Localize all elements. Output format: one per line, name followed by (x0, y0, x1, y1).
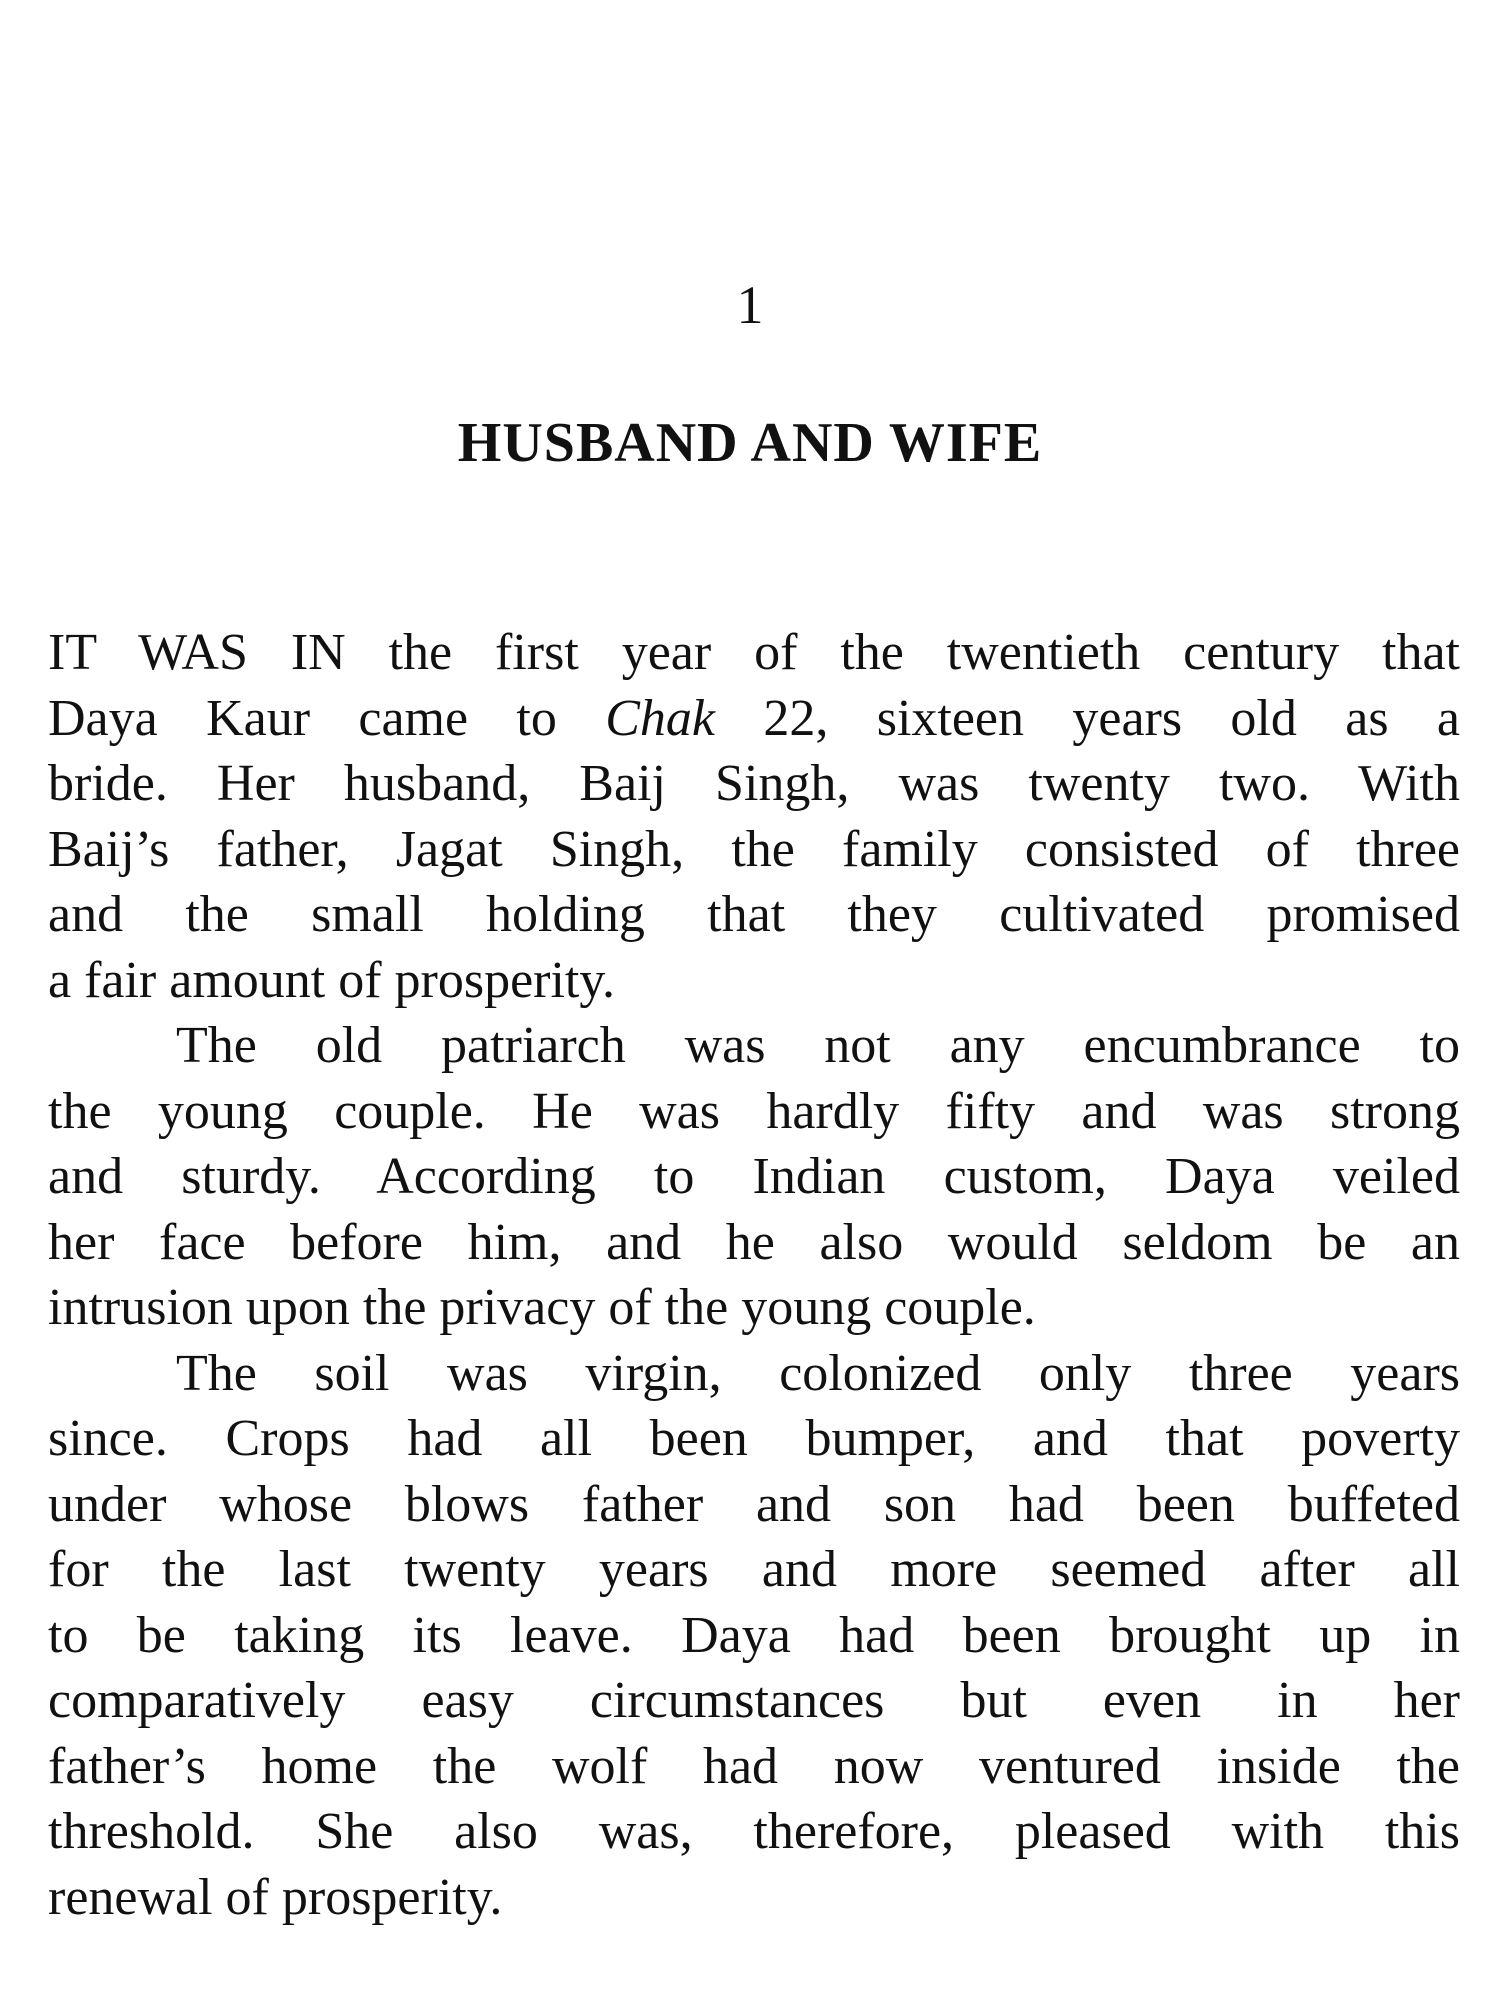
text-line: for the last twenty years and more seemed after all (48, 1541, 1460, 1598)
text-line: intrusion upon the privacy of the young couple. (48, 1279, 1036, 1336)
text-line: Baij’s father, Jagat Singh, the family consisted of three (48, 820, 1460, 878)
text-line: and sturdy. According to Indian custom, Daya veiled (48, 1148, 1460, 1205)
text-line: to be taking its leave. Daya had been brought up in (48, 1606, 1460, 1664)
text-line: the young couple. He was hardly fifty and was strong (48, 1082, 1460, 1140)
text-line: threshold. She also was, therefore, pleased with this (48, 1803, 1460, 1860)
text-line: The soil was virgin, colonized only three years (176, 1344, 1460, 1402)
paragraph-2 (48, 1013, 1460, 1341)
chapter-title: HUSBAND AND WIFE (457, 412, 1043, 474)
chapter-number: 1 (736, 275, 764, 335)
text-line: her face before him, and he also would seldom be an (48, 1213, 1460, 1271)
text-line: father’s home the wolf had now ventured inside the (48, 1737, 1460, 1795)
text-line: The old patriarch was not any encumbrance to (176, 1017, 1460, 1074)
text-line: renewal of prosperity. (48, 1868, 503, 1926)
text-line: under whose blows father and son had been buffeted (48, 1475, 1460, 1533)
text-line: a fair amount of prosperity. (48, 951, 615, 1009)
text-line: and the small holding that they cultivated promised (48, 886, 1460, 943)
text-line: comparatively easy circumstances but even in her (48, 1672, 1460, 1729)
text-line: Daya Kaur came to Chak 22, sixteen years old as a (48, 689, 1460, 747)
text-line: IT WAS IN the first year of the twentieth century that (48, 624, 1460, 681)
paragraph-1 (48, 620, 1460, 1013)
text-line: since. Crops had all been bumper, and that poverty (48, 1410, 1460, 1467)
paragraph-3 (48, 1341, 1460, 1931)
italic-place-name: Chak (605, 689, 715, 747)
text-line: bride. Her husband, Baij Singh, was twenty two. With (48, 755, 1460, 812)
chapter-body (48, 620, 1460, 1930)
